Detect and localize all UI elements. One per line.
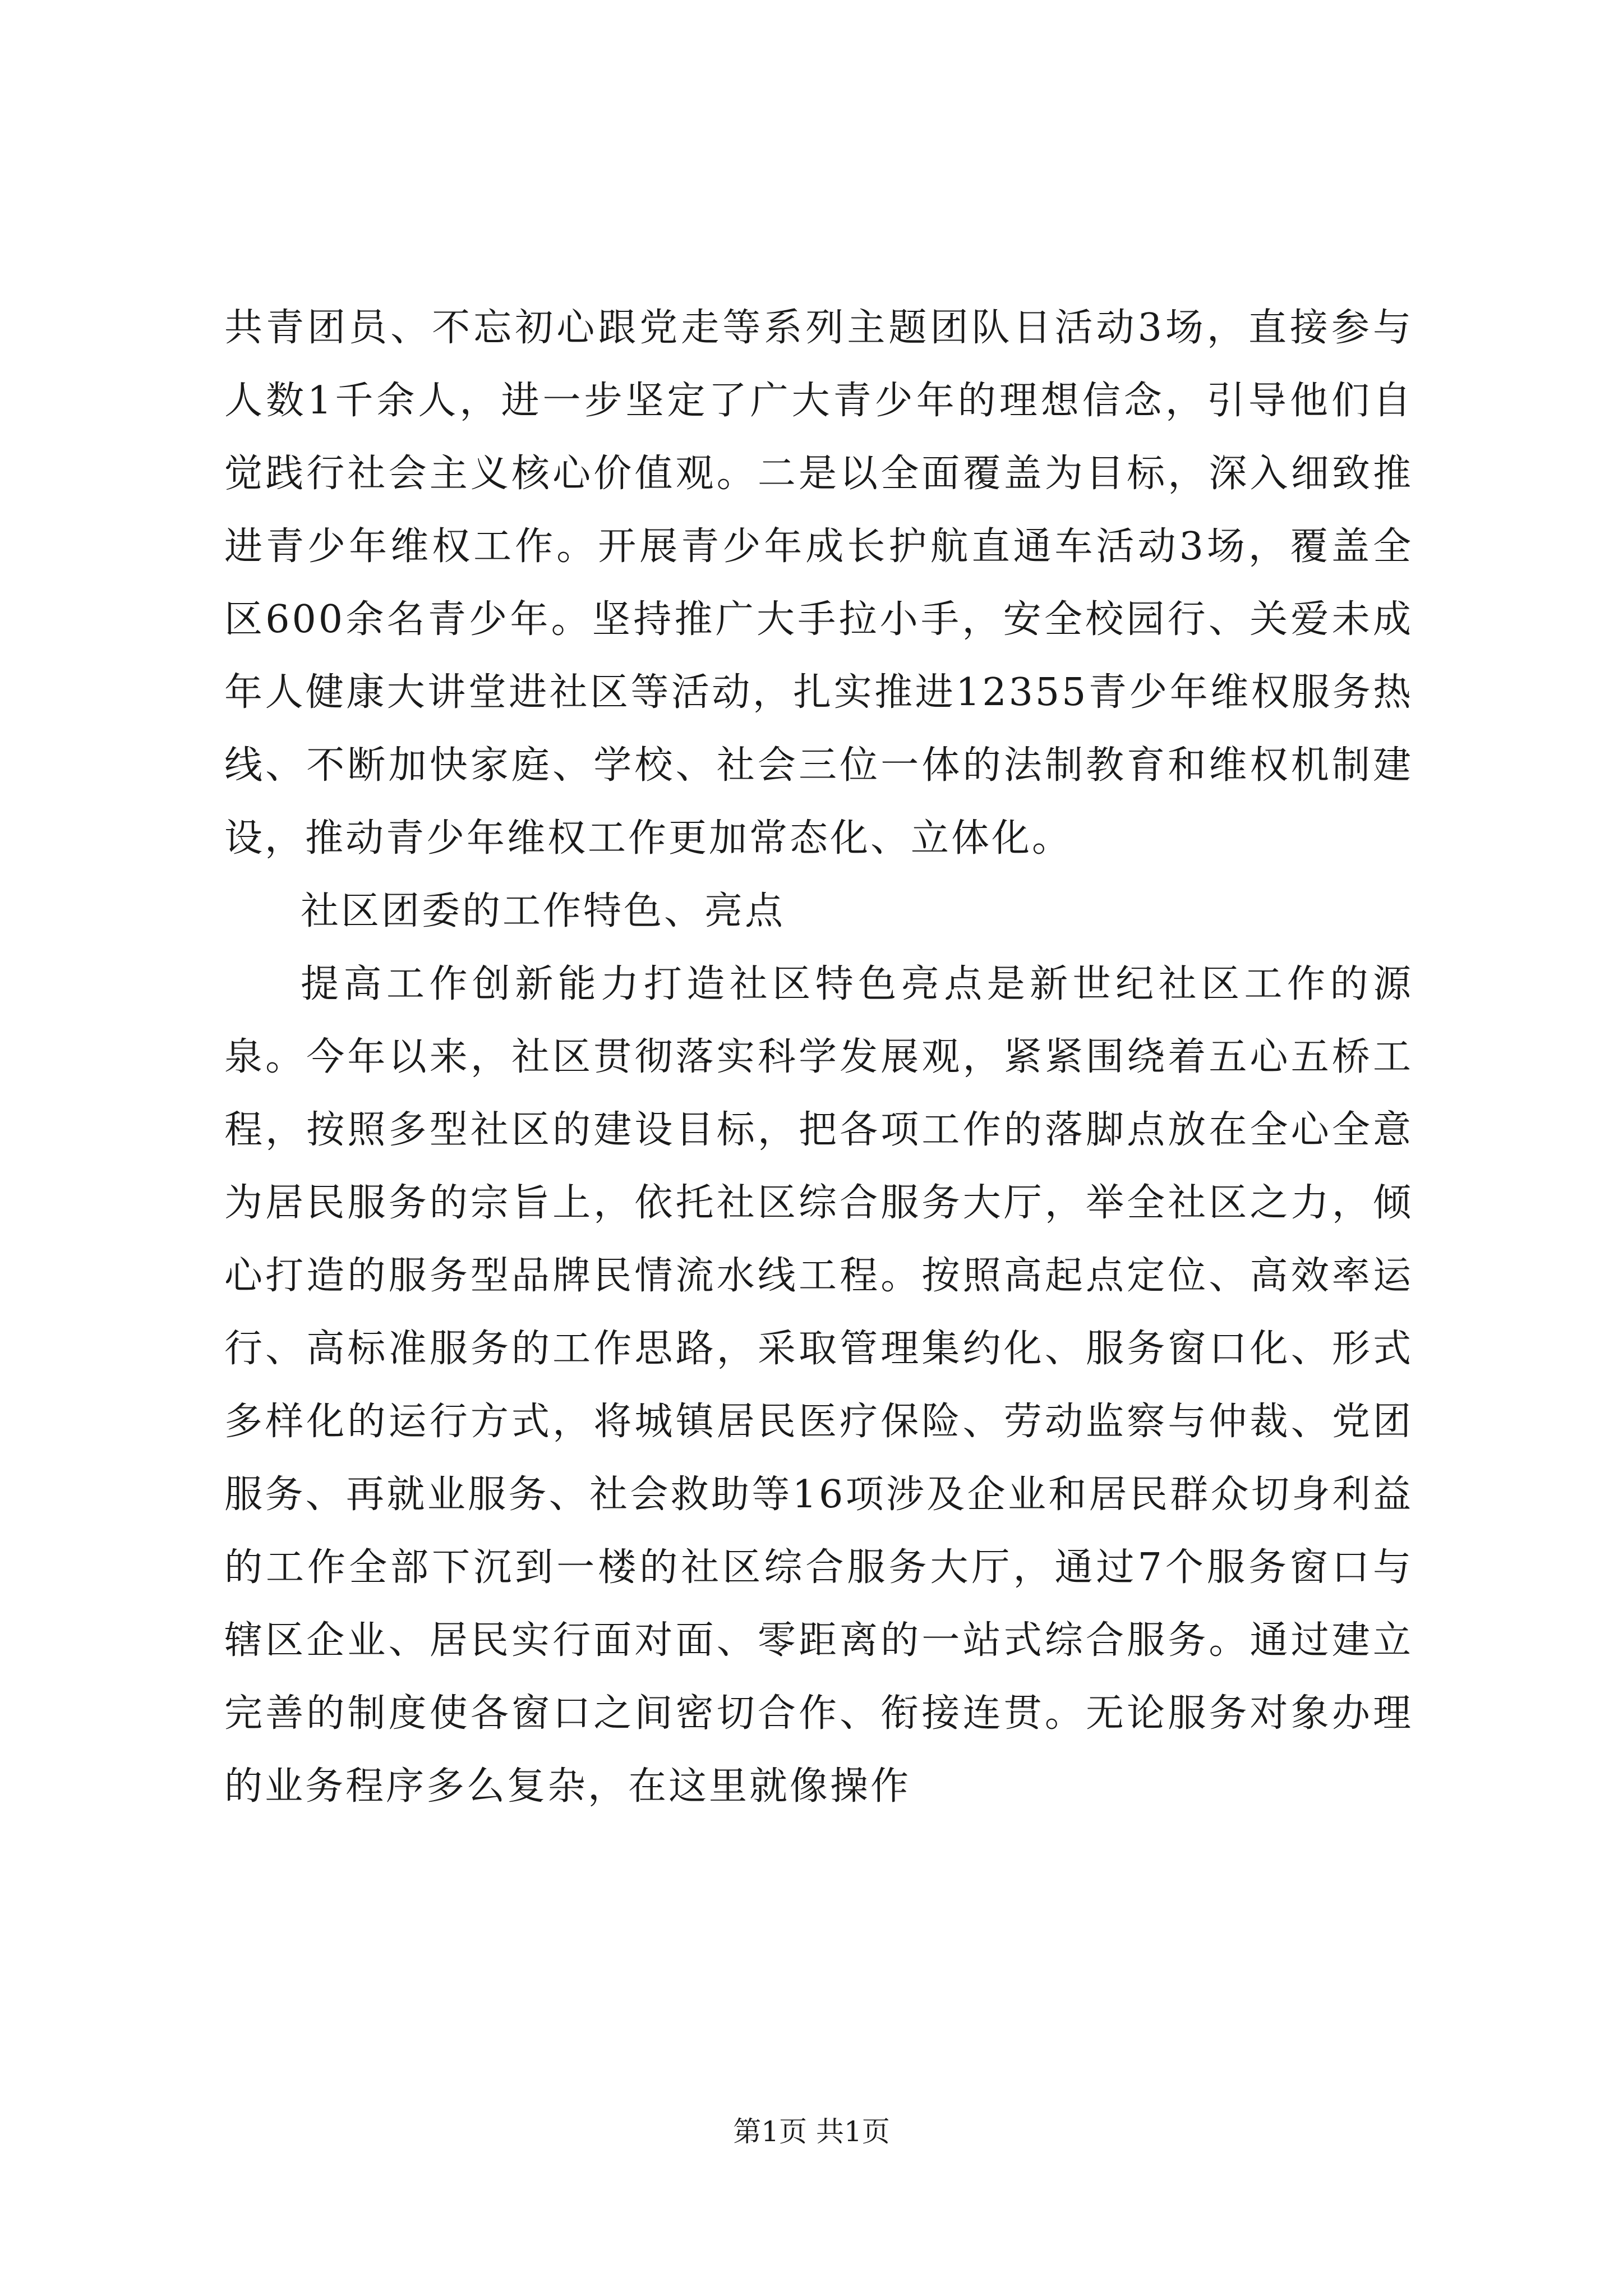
section-heading: 社区团委的工作特色、亮点: [301, 889, 786, 933]
document-body: [224, 292, 1413, 1823]
paragraph-continuation: 共青团员、不忘初心跟党走等系列主题团队日活动3场，直接参与人数1千余人，进一步坚定了广大青少年的理想信念，引导他们自觉践行社会主义核心价值观。二是以全面覆盖为目标，深入细致推进青少年维权工作。开展青少年成长护航直通车活动3场，覆盖全区600余名青少年。坚持推广大手拉小手，安全校园行、关爱未成年人健康大讲堂进社区等活动，扎实推进12355青少年维权服务热线、不断加快家庭、学校、社会三位一体的法制教育和维权机制建设，推动青少年维权工作更加常态化、立体化。: [224, 306, 1414, 861]
paragraph-features: 提高工作创新能力打造社区特色亮点是新世纪社区工作的源泉。今年以来，社区贯彻落实科学发展观，紧紧围绕着五心五桥工程，按照多型社区的建设目标，把各项工作的落脚点放在全心全意为居民服务的宗旨上，依托社区综合服务大厅，举全社区之力，倾心打造的服务型品牌民情流水线工程。按照高起点定位、高效率运行、高标准服务的工作思路，采取管理集约化、服务窗口化、形式多样化的运行方式，将城镇居民医疗保险、劳动监察与仲裁、党团服务、再就业服务、社会救助等16项涉及企业和居民群众切身利益的工作全部下沉到一楼的社区综合服务大厅，通过7个服务窗口与辖区企业、居民实行面对面、零距离的一站式综合服务。通过建立完善的制度使各窗口之间密切合作、衔接连贯。无论服务对象办理的业务程序多么复杂，在这里就像操作: [224, 962, 1413, 1809]
page-footer: 第1页 共1页: [733, 2115, 890, 2148]
